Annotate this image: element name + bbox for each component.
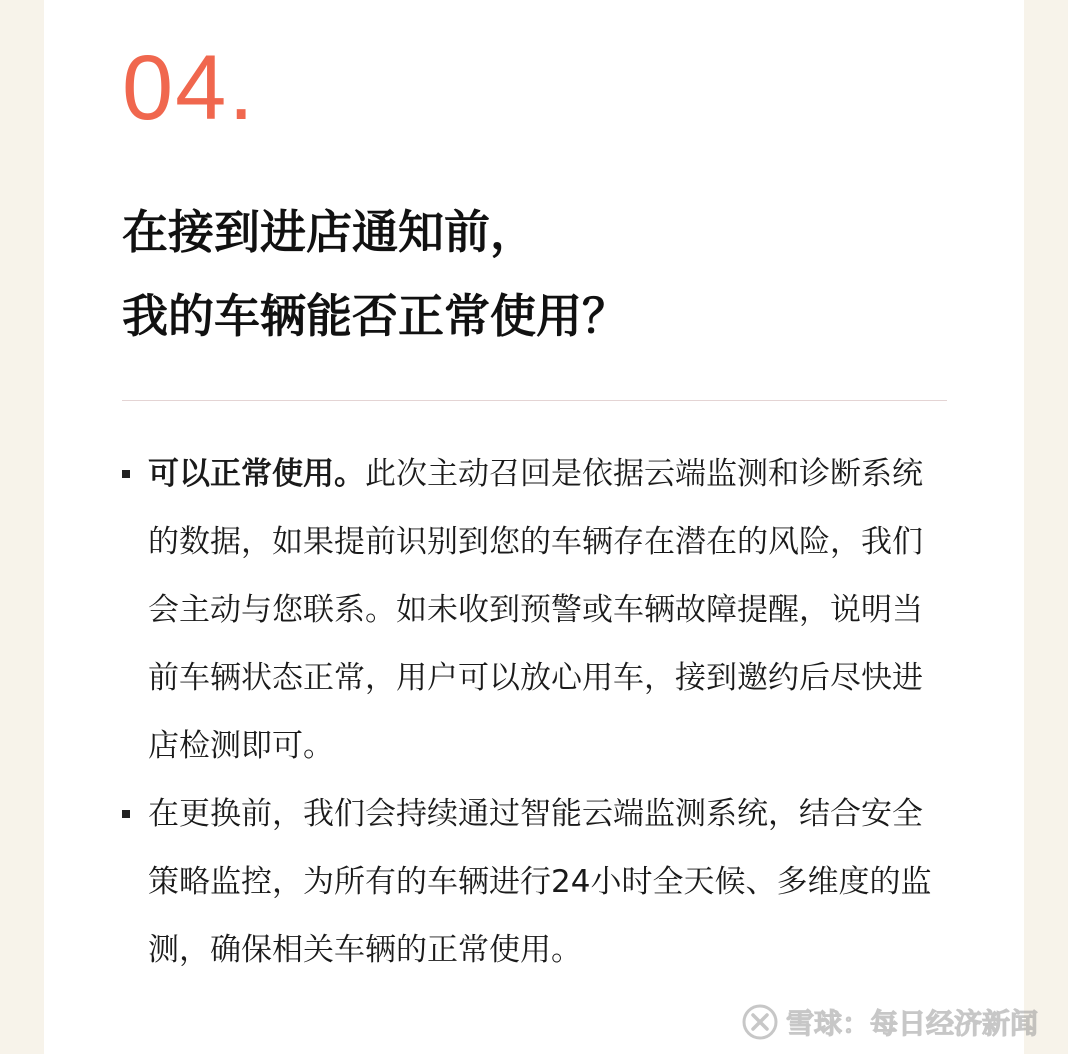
content-card: [44, 0, 1024, 1054]
bullet-item: [122, 780, 952, 984]
section-number: 04.: [122, 37, 256, 139]
bullet-list: [122, 440, 952, 984]
divider: [122, 400, 947, 401]
bullet-square-icon: [122, 470, 130, 478]
bullet-lead: 可以正常使用。: [148, 456, 365, 492]
bullet-body: 此次主动召回是依据云端监测和诊断系统的数据，如果提前识别到您的车辆存在潜在的风险，我们会主动与您联系。如未收到预警或车辆故障提醒，说明当前车辆状态正常，用户可以放心用车，接到邀约后尽快进店检测即可。: [148, 456, 923, 764]
section-title: [122, 190, 962, 358]
watermark-text: 雪球：每日经济新闻: [785, 1007, 1038, 1040]
bullet-item: [122, 440, 952, 780]
bullet-text: [148, 440, 952, 780]
title-line-2: 我的车辆能否正常使用？: [122, 289, 628, 343]
watermark: [742, 1002, 1038, 1042]
bullet-square-icon: [122, 810, 130, 818]
xueqiu-logo-icon: [742, 1004, 778, 1040]
bullet-body: 在更换前，我们会持续通过智能云端监测系统，结合安全策略监控，为所有的车辆进行24小时全天候、多维度的监测，确保相关车辆的正常使用。: [148, 796, 932, 968]
bullet-text: [148, 780, 952, 984]
title-line-1: 在接到进店通知前，: [122, 205, 536, 259]
